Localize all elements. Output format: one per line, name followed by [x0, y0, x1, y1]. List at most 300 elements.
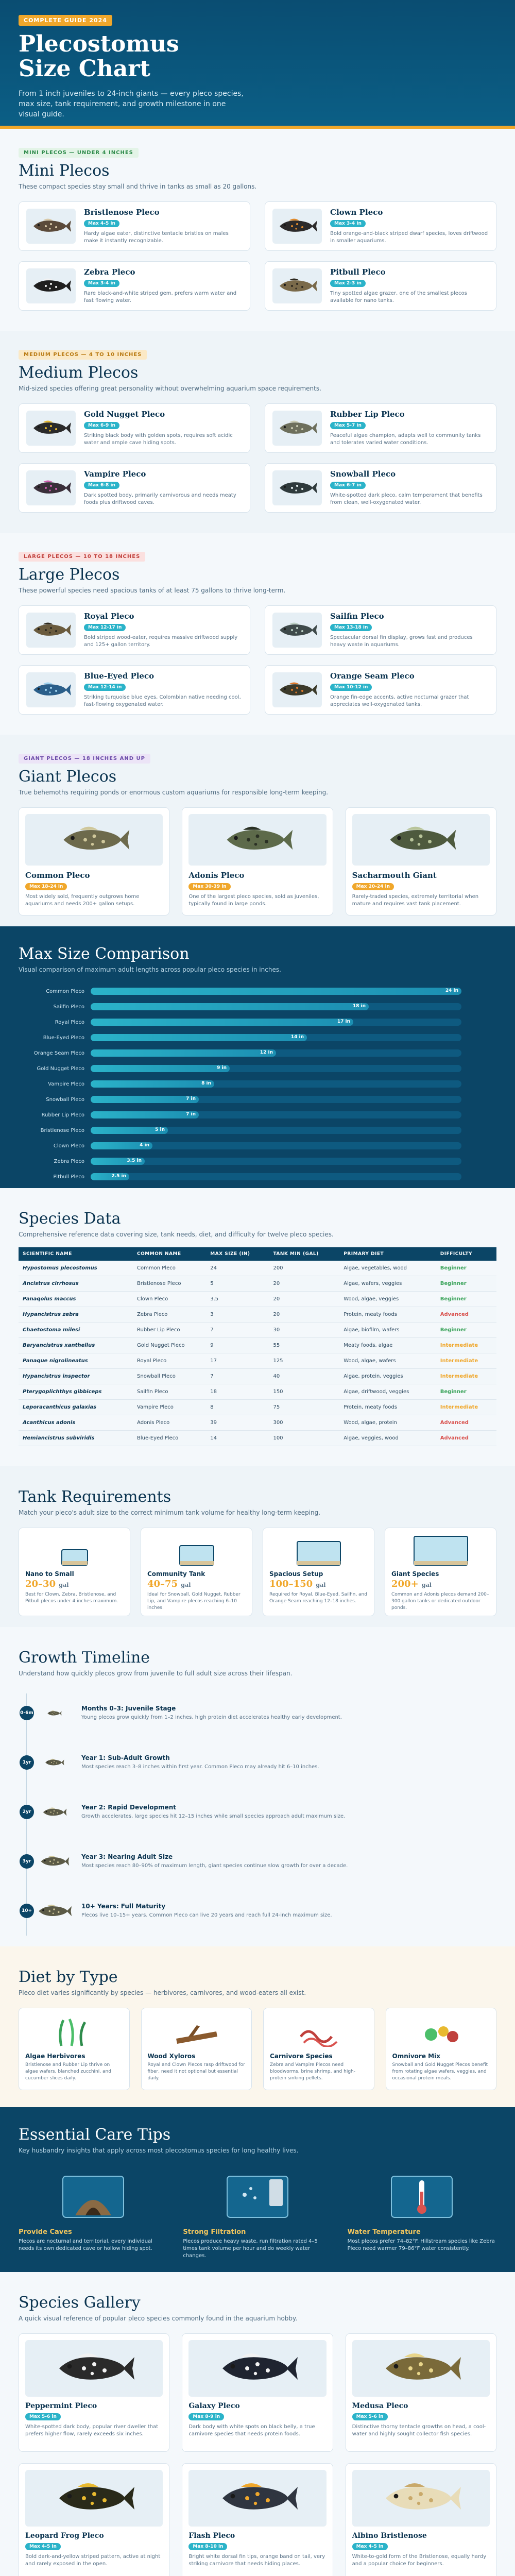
species-description: Striking black body with golden spots, requires soft acidic water and ample cave hiding spots.: [84, 433, 233, 446]
table-row: [19, 1384, 496, 1400]
bar: [91, 1034, 307, 1041]
size-tag: Max 18-24 in: [25, 883, 67, 890]
bar-value-label: 7 in: [186, 1096, 196, 1101]
mixed-food-icon: [418, 2016, 464, 2047]
tank-icon: [25, 1534, 124, 1566]
table-cell: Hypancistrus zebra: [19, 1307, 133, 1323]
gallery-cards: [19, 2333, 496, 2576]
size-tag: Max 30-39 in: [188, 883, 230, 890]
timeline-description: Plecos live 10–15+ years. Common Pleco can live 20 years and reach full 24-inch maximum size.: [81, 1912, 332, 1918]
bar-row: [19, 1139, 496, 1153]
species-description: Hardy algae eater, distinctive tentacle bristles on males make it instantly recognizable.: [84, 231, 229, 244]
max-size-title: Max Size Comparison: [19, 945, 190, 963]
table-cell: 20: [269, 1292, 339, 1307]
timeline-dot: 1yr: [20, 1755, 34, 1770]
hero-accent-line: [0, 126, 515, 129]
tank-section: [0, 1466, 515, 1627]
table-cell: Beginner: [436, 1276, 496, 1292]
large-subtitle: These powerful species need spacious tanks of at least 75 gallons to thrive long-term.: [19, 587, 286, 594]
table-row: [19, 1307, 496, 1323]
tank-volume: 40–75 gal: [147, 1579, 191, 1589]
growth-fish: [36, 1704, 72, 1722]
fish-icon: [277, 620, 318, 640]
tank-description: Best for Clown, Zebra, Bristlenose, and Pitbull plecos under 4 inches maximum.: [25, 1592, 118, 1604]
bar-label: Rubber Lip Pleco: [41, 1112, 84, 1118]
aquarium-icon: [179, 1545, 215, 1566]
species-description: Spectacular dorsal fin display, grows fast and produces heavy waste in aquariums.: [330, 635, 473, 648]
giant-name: Sacharmouth Giant: [352, 871, 437, 880]
care-image: [348, 2166, 496, 2223]
diet-name: Carnivore Species: [270, 2053, 333, 2060]
table-cell: 5: [206, 1276, 269, 1292]
species-name: Rubber Lip Pleco: [330, 410, 405, 419]
tank-cards: [19, 1528, 496, 1616]
species-card[interactable]: [19, 201, 250, 251]
species-card[interactable]: [265, 261, 496, 311]
bar-label: Zebra Pleco: [54, 1158, 84, 1164]
giant-subtitle: True behemoths requiring ponds or enormous custom aquariums for responsible long-term keeping.: [19, 789, 329, 796]
tank-card[interactable]: [385, 1528, 496, 1616]
table-cell: Intermediate: [436, 1353, 496, 1369]
tank-volume: 100–150 gal: [269, 1579, 326, 1589]
timeline-text: [81, 1754, 370, 1771]
giant-section: [0, 735, 515, 926]
species-name: Blue-Eyed Pleco: [84, 671, 154, 681]
table-cell: Wood, algae, wafers: [339, 1353, 436, 1369]
species-thumbnail: [26, 613, 76, 648]
species-card[interactable]: [265, 463, 496, 513]
species-info: [84, 671, 243, 708]
tank-volume: 200+ gal: [391, 1579, 432, 1589]
medium-subtitle: Mid-sized species offering great personality without overwhelming aquarium space requirements.: [19, 385, 321, 392]
aquarium-icon: [413, 1535, 469, 1566]
giant-thumbnail: [188, 814, 326, 866]
bar-row: [19, 1015, 496, 1029]
table-cell: Meaty foods, algae: [339, 1338, 436, 1353]
species-info: [84, 612, 243, 649]
tank-card[interactable]: [141, 1528, 252, 1616]
bar: [91, 988, 461, 995]
bar-track: [91, 1096, 461, 1103]
timeline-item: [22, 1837, 496, 1886]
size-tag: Max 12-17 in: [84, 624, 126, 631]
fish-icon: [41, 1806, 67, 1819]
gallery-description: Distinctive thorny tentacle growths on head, a cool-water and highly sought collector fish species.: [352, 2424, 486, 2437]
bar-row: [19, 1062, 496, 1075]
table-header-cell[interactable]: PRIMARY DIET: [339, 1247, 436, 1261]
care-tip-card[interactable]: [19, 2166, 167, 2260]
aquarium-icon: [296, 1540, 341, 1566]
size-tag: Max 3-4 in: [84, 280, 119, 287]
giant-card[interactable]: [182, 807, 333, 916]
timeline-item: [20, 1688, 496, 1738]
fish-icon: [277, 276, 318, 296]
species-card[interactable]: [19, 403, 250, 453]
table-cell: Wood, algae, veggies: [339, 1292, 436, 1307]
diet-description: Royal and Clown Plecos rasp driftwood for fiber, need it not optional but essential daily.: [147, 2062, 245, 2081]
size-tag: Max 4-5 in: [352, 2543, 388, 2550]
species-data-title: Species Data: [19, 1210, 121, 1228]
bar-track: [91, 1127, 461, 1134]
timeline-title: Year 1: Sub-Adult Growth: [81, 1754, 170, 1761]
gallery-section: [0, 2272, 515, 2576]
table-header-cell[interactable]: DIFFICULTY: [436, 1247, 496, 1261]
diet-card[interactable]: [263, 2008, 374, 2090]
size-tag: Max 8-9 in: [188, 2413, 224, 2420]
gallery-description: White-spotted dark body, popular river dweller that prefers higher flow, rarely exceeds six inches.: [25, 2424, 159, 2437]
species-thumbnail: [26, 209, 76, 244]
timeline-description: Most species reach 3–8 inches within first year. Common Pleco may already hit 6–10 inches.: [81, 1764, 319, 1770]
medium-title: Medium Plecos: [19, 364, 139, 382]
bar-value-label: 5 in: [155, 1127, 165, 1132]
species-card[interactable]: [19, 665, 250, 715]
bloodworm-icon: [296, 2016, 342, 2047]
diet-name: Wood Xyloros: [147, 2053, 196, 2060]
page-subtitle: From 1 inch juveniles to 24-inch giants — every pleco species, max size, tank requirement, and growth milestone in one visual guide.: [19, 90, 244, 118]
growth-fish: [36, 1803, 72, 1821]
table-cell: Panaqolus maccus: [19, 1292, 133, 1307]
tank-volume: 20–30 gal: [25, 1579, 69, 1589]
bar-row: [19, 1000, 496, 1013]
diet-subtitle: Pleco diet varies significantly by species — herbivores, carnivores, and wood-eaters all exist.: [19, 1989, 306, 1996]
fish-icon: [30, 620, 72, 640]
species-description: Dark spotted body, primarily carnivorous and needs meaty foods plus driftwood caves.: [84, 493, 236, 505]
aquarium-icon: [61, 1549, 89, 1566]
species-thumbnail: [272, 613, 322, 648]
species-description: Bold orange-and-black striped dwarf species, loves driftwood in smaller aquariums.: [330, 231, 488, 244]
species-description: Tiny spotted algae grazer, one of the smallest plecos available for nano tanks.: [330, 291, 467, 303]
tank-name: Giant Species: [391, 1570, 439, 1578]
species-thumbnail: [272, 411, 322, 446]
giant-description: One of the largest pleco species, sold as juveniles, typically found in large ponds.: [188, 894, 319, 907]
table-header-cell[interactable]: TANK MIN (GAL): [269, 1247, 339, 1261]
table-cell: Algae, wafers, veggies: [339, 1276, 436, 1292]
table-cell: 18: [206, 1384, 269, 1400]
giant-description: Rarely-traded species, extremely territorial when mature and requires vast tank placement.: [352, 894, 479, 907]
table-cell: Algae, veggies, wood: [339, 1431, 436, 1446]
tank-name: Community Tank: [147, 1570, 205, 1578]
timeline-text: [81, 1705, 370, 1721]
table-cell: Rubber Lip Pleco: [133, 1323, 206, 1338]
size-tag: Max 5-7 in: [330, 422, 366, 429]
tank-title: Tank Requirements: [19, 1488, 171, 1506]
table-cell: Advanced: [436, 1431, 496, 1446]
table-cell: 8: [206, 1400, 269, 1415]
bar-label: Gold Nugget Pleco: [37, 1065, 84, 1072]
gallery-thumbnail: [352, 2470, 490, 2527]
bar-track: [91, 1003, 461, 1010]
species-card[interactable]: [265, 665, 496, 715]
bar-label: Pitbull Pleco: [53, 1174, 84, 1180]
table-cell: 150: [269, 1384, 339, 1400]
diet-description: Snowball and Gold Nugget Plecos benefit from rotating algae wafers, veggies, and occasional protein meals.: [392, 2062, 488, 2081]
giant-description: Most widely sold, frequently outgrows home aquariums and needs 200+ gallon setups.: [25, 894, 140, 907]
fish-icon: [46, 1709, 62, 1717]
gallery-description: Bold dark-and-yellow striped pattern, active at night and rarely exposed in the open.: [25, 2554, 161, 2567]
hero-header: [0, 0, 515, 129]
size-tag: Max 4-5 in: [25, 2543, 61, 2550]
timeline-text: [81, 1804, 370, 1820]
species-description: Peaceful algae champion, adapts well to community tanks and tolerates varied water conditions.: [330, 433, 481, 446]
timeline-item: [21, 1886, 496, 1936]
species-description: Bold striped wood-eater, requires massive driftwood supply and 125+ gallon territory.: [84, 635, 238, 648]
size-tag: Max 4-5 in: [84, 220, 119, 227]
mini-badge: MINI PLECOS — UNDER 4 INCHES: [19, 148, 139, 158]
table-cell: 30: [269, 1323, 339, 1338]
diet-image: [392, 2014, 490, 2048]
table-header-cell[interactable]: COMMON NAME: [133, 1247, 206, 1261]
giant-title: Giant Plecos: [19, 768, 117, 786]
table-cell: Algae, vegetables, wood: [339, 1261, 436, 1276]
table-cell: Common Pleco: [133, 1261, 206, 1276]
table-cell: 3.5: [206, 1292, 269, 1307]
bar-value-label: 18 in: [352, 1004, 366, 1009]
table-cell: Blue-Eyed Pleco: [133, 1431, 206, 1446]
table-cell: 300: [269, 1415, 339, 1431]
species-name: Bristlenose Pleco: [84, 208, 160, 217]
mini-cards: [19, 201, 496, 311]
tank-icon: [147, 1534, 246, 1566]
bar-label: Orange Seam Pleco: [33, 1050, 84, 1056]
table-cell: Baryancistrus xanthellus: [19, 1338, 133, 1353]
size-tag: Max 10-12 in: [330, 684, 372, 691]
gallery-card[interactable]: [182, 2333, 333, 2452]
bar-row: [19, 1077, 496, 1091]
timeline-title: 10+ Years: Full Maturity: [81, 1903, 166, 1910]
bar-track: [91, 1158, 461, 1165]
species-card[interactable]: [19, 463, 250, 513]
bar-row: [19, 985, 496, 998]
care-tip-card[interactable]: [183, 2166, 332, 2260]
medium-section: [0, 331, 515, 533]
timeline-text: [81, 1903, 370, 1919]
table-row: [19, 1353, 496, 1369]
species-info: [330, 267, 489, 304]
max-size-section: [0, 926, 515, 1188]
species-name: Sailfin Pleco: [330, 612, 384, 621]
table-body: [19, 1261, 496, 1446]
bar-value-label: 4 in: [140, 1143, 149, 1148]
growth-fish: [36, 1852, 72, 1871]
bar-row: [19, 1046, 496, 1060]
fish-icon: [30, 418, 72, 438]
bar: [91, 1003, 369, 1010]
tank-description: Required for Royal, Blue-Eyed, Sailfin, and Orange Seam reaching 12–18 inches.: [269, 1592, 367, 1604]
fish-icon: [380, 2478, 462, 2519]
care-image: [19, 2166, 167, 2223]
bar-track: [91, 1142, 461, 1149]
gallery-title: Species Gallery: [19, 2294, 141, 2312]
table-header-cell[interactable]: SCIENTIFIC NAME: [19, 1247, 133, 1261]
species-name: Orange Seam Pleco: [330, 671, 415, 681]
table-cell: 17: [206, 1353, 269, 1369]
bar: [91, 1142, 152, 1149]
fish-icon: [53, 2348, 135, 2389]
bar-label: Sailfin Pleco: [53, 1004, 84, 1010]
table-cell: Beginner: [436, 1292, 496, 1307]
gallery-name: Galaxy Pleco: [188, 2402, 240, 2410]
species-card[interactable]: [19, 261, 250, 311]
bar: [91, 1080, 214, 1088]
table-cell: Protein, meaty foods: [339, 1400, 436, 1415]
species-info: [330, 612, 489, 649]
tank-card[interactable]: [19, 1528, 130, 1616]
bar: [91, 1096, 199, 1103]
bar-track: [91, 1111, 461, 1118]
bar: [91, 1111, 199, 1118]
fish-icon: [380, 2348, 462, 2389]
gallery-name: Medusa Pleco: [352, 2402, 408, 2410]
care-tip-name: Water Temperature: [347, 2228, 421, 2236]
timeline-section: [0, 1627, 515, 1946]
table-cell: Clown Pleco: [133, 1292, 206, 1307]
fish-icon: [277, 680, 318, 700]
table-cell: Algae, driftwood, veggies: [339, 1384, 436, 1400]
size-tag: Max 8-10 in: [188, 2543, 227, 2550]
species-description: Rare black-and-white striped gem, prefers warm water and fast flowing water.: [84, 291, 237, 303]
page-title: Plecostomus Size Chart: [19, 31, 179, 82]
care-tip-name: Provide Caves: [19, 2228, 72, 2236]
driftwood-icon: [173, 2016, 219, 2047]
timeline-item: [22, 1787, 496, 1837]
table-row: [19, 1400, 496, 1415]
table-cell: 20: [269, 1276, 339, 1292]
species-info: [330, 671, 489, 708]
bar-value-label: 7 in: [186, 1112, 196, 1117]
fish-icon: [30, 478, 72, 498]
table-cell: Hypancistrus inspector: [19, 1369, 133, 1384]
table-cell: Acanthicus adonis: [19, 1415, 133, 1431]
size-tag: Max 6-9 in: [84, 422, 119, 429]
fish-icon: [53, 2478, 135, 2519]
giant-card[interactable]: [346, 807, 496, 916]
table-cell: Intermediate: [436, 1338, 496, 1353]
gallery-card[interactable]: [346, 2463, 496, 2576]
species-card[interactable]: [19, 605, 250, 655]
tank-name: Nano to Small: [25, 1570, 74, 1578]
gallery-card[interactable]: [182, 2463, 333, 2576]
bar-label: Common Pleco: [46, 988, 84, 994]
tank-icon: [391, 1534, 490, 1566]
timeline-title: Year 2: Rapid Development: [81, 1804, 176, 1811]
gallery-card[interactable]: [19, 2333, 169, 2452]
timeline-dot: 0-6m: [20, 1706, 34, 1720]
thermometer-icon: [388, 2169, 455, 2221]
fish-icon: [56, 822, 133, 858]
table-row: [19, 1276, 496, 1292]
growth-fish: [36, 1902, 72, 1920]
timeline-title: Growth Timeline: [19, 1649, 150, 1667]
species-info: [84, 410, 243, 447]
table-cell: Vampire Pleco: [133, 1400, 206, 1415]
care-cards: [19, 2166, 496, 2260]
growth-timeline: [19, 1688, 496, 1936]
timeline-dot: 10+: [20, 1904, 34, 1918]
size-tag: Max 3-4 in: [330, 220, 366, 227]
size-tag: Max 6-8 in: [84, 482, 119, 489]
species-thumbnail: [272, 470, 322, 505]
mini-title: Mini Plecos: [19, 162, 110, 180]
bar-row: [19, 1108, 496, 1122]
diet-name: Omnivore Mix: [392, 2053, 440, 2060]
table-cell: 9: [206, 1338, 269, 1353]
bar-label: Bristlenose Pleco: [40, 1127, 84, 1133]
species-info: [330, 410, 489, 447]
species-card[interactable]: [265, 403, 496, 453]
bar-row: [19, 1170, 496, 1183]
diet-description: Zebra and Vampire Plecos need bloodworms, brine shrimp, and high-protein sinking pellets.: [270, 2062, 355, 2081]
gallery-thumbnail: [25, 2340, 163, 2397]
diet-cards: [19, 2008, 496, 2090]
bar-value-label: 2.5 in: [111, 1174, 126, 1179]
size-bar-chart: [19, 985, 496, 1183]
table-cell: Hemiancistrus subviridis: [19, 1431, 133, 1446]
bar-label: Vampire Pleco: [48, 1081, 84, 1087]
bar-label: Snowball Pleco: [46, 1096, 84, 1103]
timeline-description: Growth accelerates, large species hit 12–15 inches while small species approach adult maximum size.: [81, 1814, 346, 1819]
gallery-card[interactable]: [19, 2463, 169, 2576]
table-cell: 7: [206, 1323, 269, 1338]
tank-subtitle: Match your pleco's adult size to the correct minimum tank volume for healthy long-term keeping.: [19, 1509, 321, 1516]
timeline-description: Most species reach 80–90% of maximum length, giant species continue slow growth for over a decade.: [81, 1863, 348, 1869]
bar: [91, 1019, 353, 1026]
mini-section: [0, 129, 515, 331]
tank-description: Ideal for Snowball, Gold Nugget, Rubber Lip, and Vampire plecos reaching 6–10 inches.: [147, 1592, 241, 1611]
table-cell: Beginner: [436, 1384, 496, 1400]
timeline-title: Months 0–3: Juvenile Stage: [81, 1705, 176, 1712]
care-tip-name: Strong Filtration: [183, 2228, 246, 2236]
gallery-card[interactable]: [346, 2333, 496, 2452]
diet-card[interactable]: [141, 2008, 252, 2090]
size-tag: Max 5-6 in: [352, 2413, 388, 2420]
tank-card[interactable]: [263, 1528, 374, 1616]
table-cell: 100: [269, 1431, 339, 1446]
species-card[interactable]: [265, 605, 496, 655]
bar-value-label: 14 in: [290, 1035, 304, 1040]
care-title: Essential Care Tips: [19, 2126, 171, 2144]
fish-icon: [30, 680, 72, 700]
timeline-description: Young plecos grow quickly from 1–2 inches, high protein diet accelerates healthy early development.: [81, 1715, 342, 1720]
diet-card[interactable]: [386, 2008, 497, 2090]
diet-image: [25, 2014, 123, 2048]
table-header-cell[interactable]: MAX SIZE (IN): [206, 1247, 269, 1261]
table-cell: 39: [206, 1415, 269, 1431]
table-cell: Panaque nigrolineatus: [19, 1353, 133, 1369]
fish-icon: [216, 2478, 299, 2519]
table-row: [19, 1369, 496, 1384]
gallery-thumbnail: [188, 2470, 326, 2527]
giant-card[interactable]: [19, 807, 169, 916]
bar-row: [19, 1155, 496, 1168]
fish-icon: [277, 216, 318, 236]
species-data-section: [0, 1188, 515, 1466]
gallery-description: Dark body with white spots on black belly, a true carnivore species that needs protein foods.: [188, 2424, 315, 2437]
bar: [91, 1173, 129, 1180]
table-row: [19, 1292, 496, 1307]
cave-icon: [60, 2169, 127, 2221]
species-name: Vampire Pleco: [84, 469, 146, 479]
care-tip-card[interactable]: [348, 2166, 496, 2260]
table-cell: 7: [206, 1369, 269, 1384]
tank-description: Common and Adonis plecos demand 200–300 gallon tanks or dedicated outdoor ponds.: [391, 1592, 489, 1611]
table-row: [19, 1431, 496, 1446]
table-cell: Snowball Pleco: [133, 1369, 206, 1384]
giant-badge: GIANT PLECOS — 18 INCHES AND UP: [19, 754, 150, 764]
species-card[interactable]: [265, 201, 496, 251]
species-info: [84, 208, 243, 245]
table-header-row: [19, 1247, 496, 1261]
diet-card[interactable]: [19, 2008, 130, 2090]
